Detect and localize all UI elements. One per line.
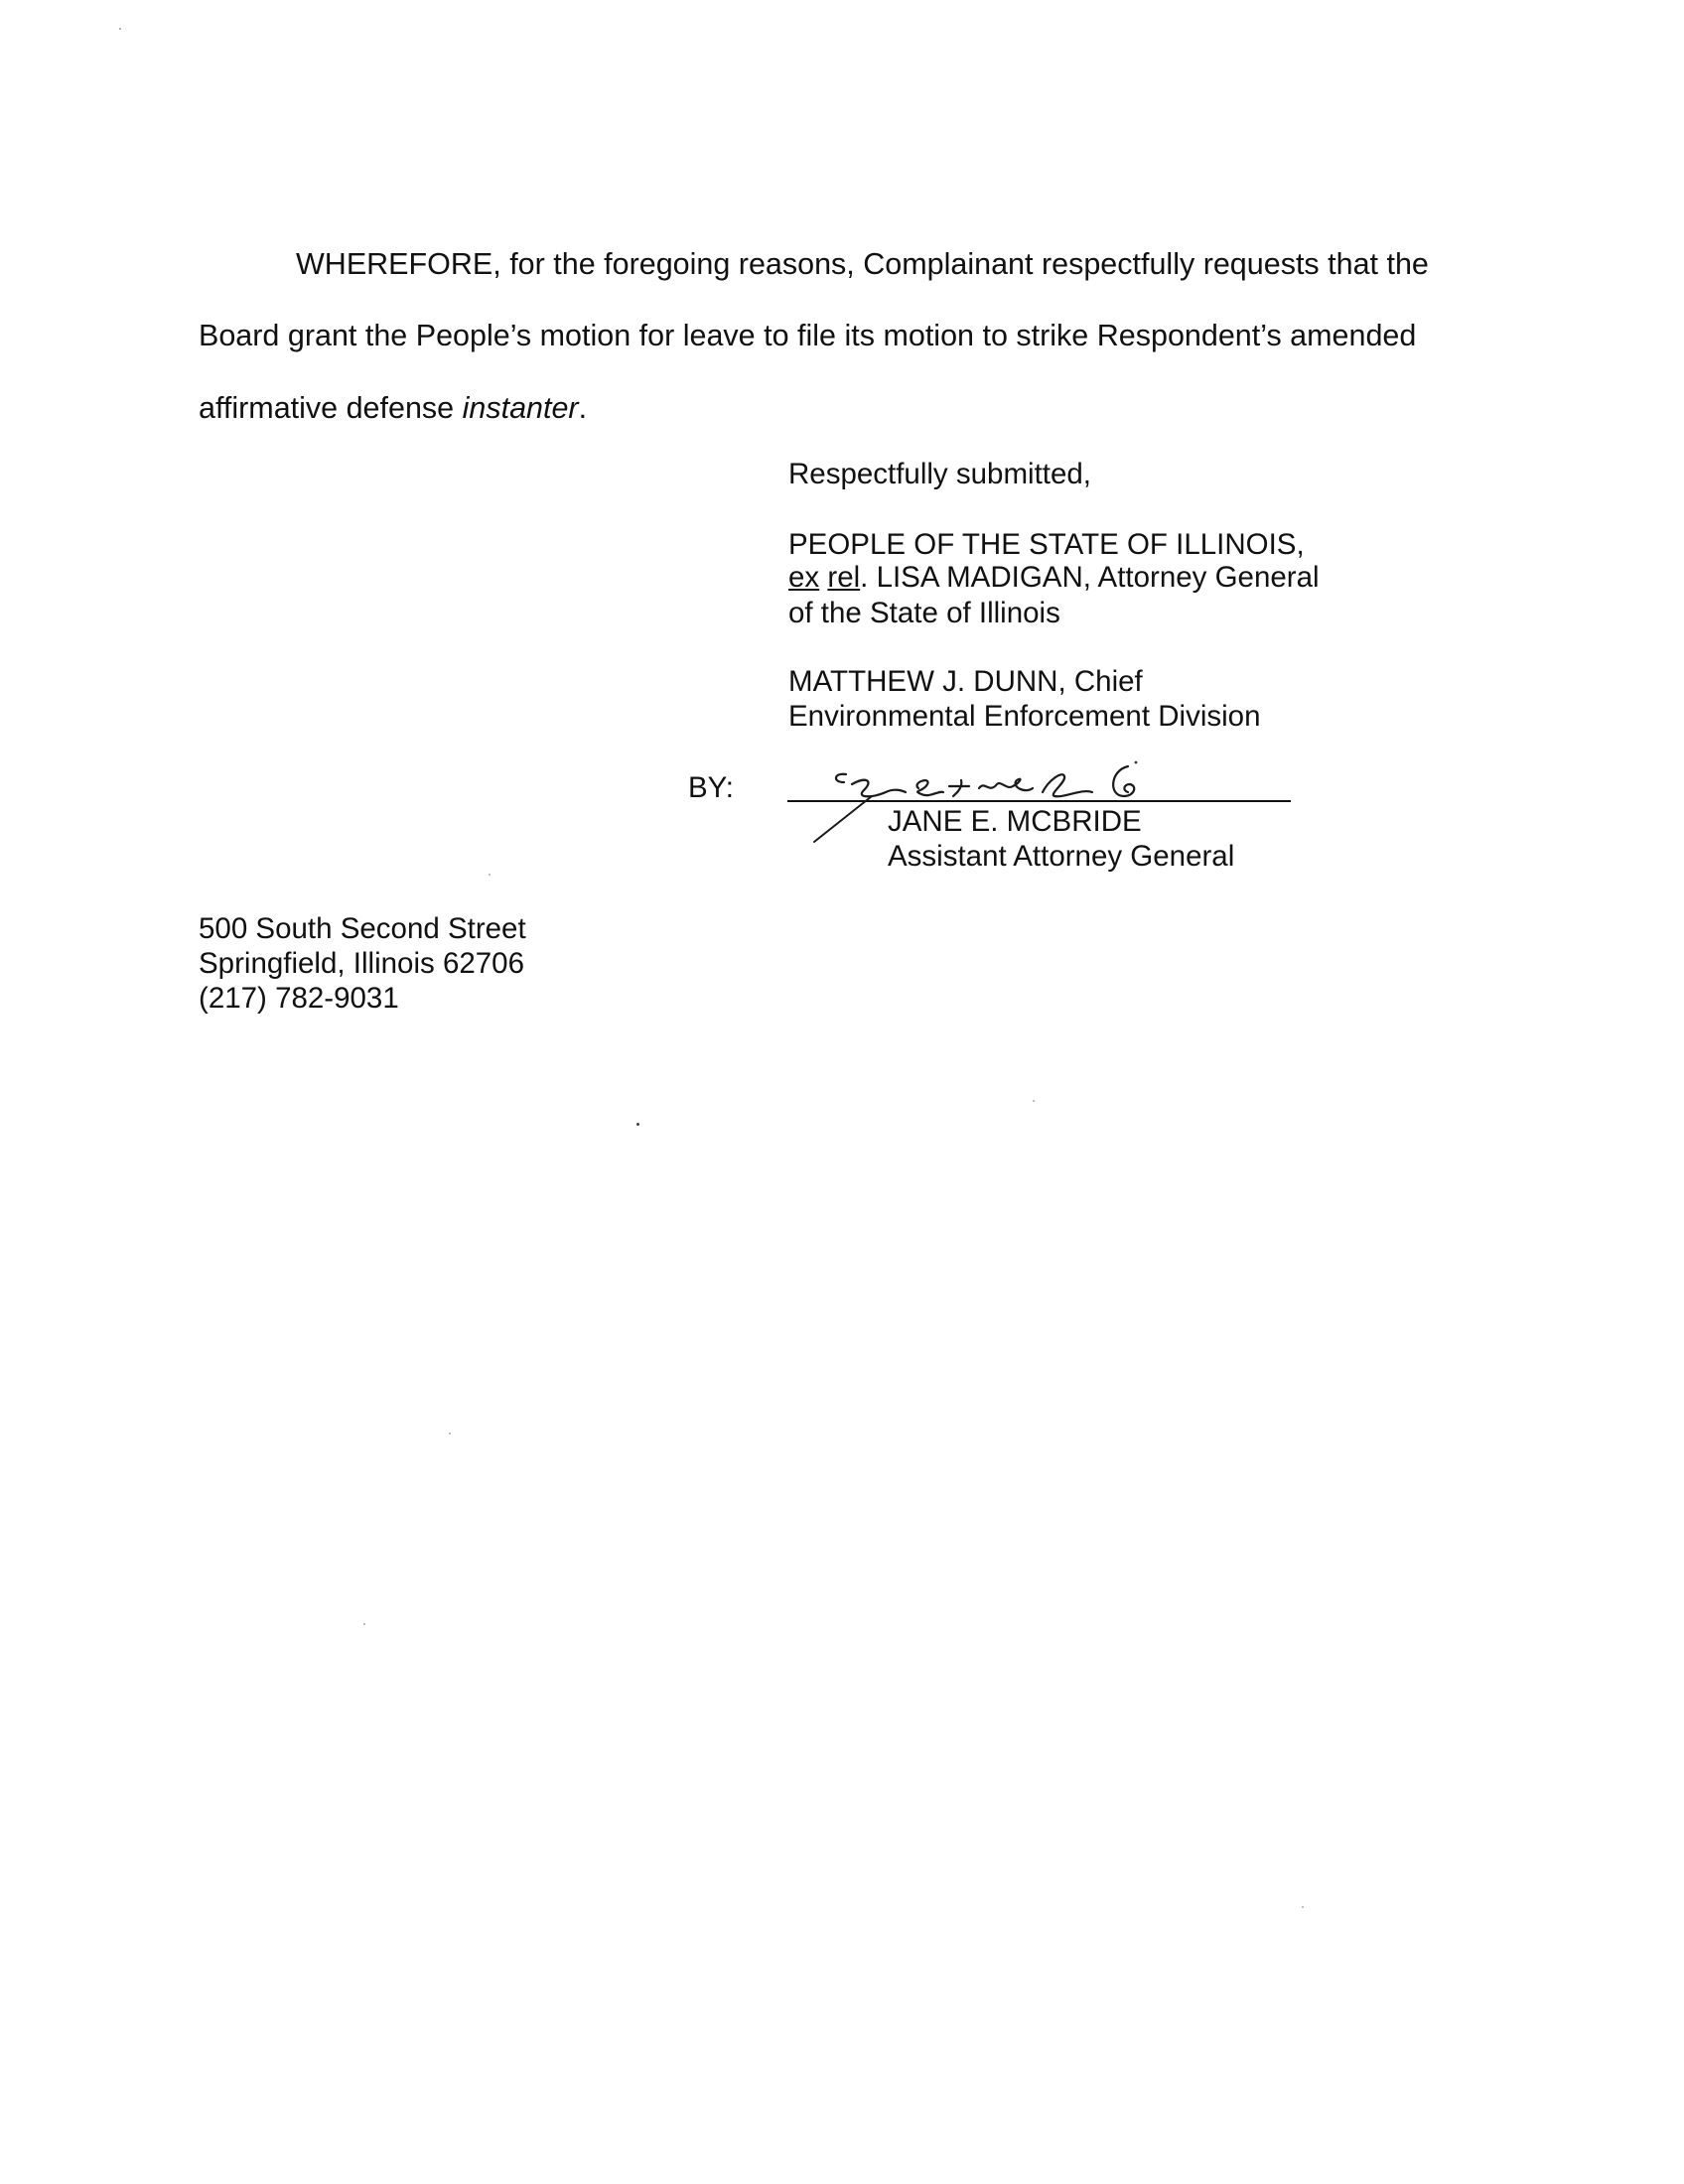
division-name: Environmental Enforcement Division (788, 700, 1261, 733)
body-line-1: WHEREFORE, for the foregoing reasons, Complainant respectfully requests that the (296, 247, 1429, 281)
scan-speck (119, 28, 121, 30)
scan-speck (1302, 1906, 1304, 1908)
scan-speck (489, 874, 491, 876)
by-label: BY: (688, 771, 734, 804)
scan-speck (363, 1623, 365, 1625)
address-street: 500 South Second Street (199, 912, 526, 945)
respectfully-submitted: Respectfully submitted, (788, 458, 1091, 490)
chief-name: MATTHEW J. DUNN, Chief (788, 665, 1143, 698)
scan-speck (636, 1123, 639, 1126)
people-of-state: PEOPLE OF THE STATE OF ILLINOIS, (788, 528, 1305, 561)
attorney-general-text: . LISA MADIGAN, Attorney General (860, 561, 1320, 594)
body-line-2: Board grant the People’s motion for leave to file its motion to strike Respondent’s amended (199, 319, 1417, 352)
ex-abbrev: ex (788, 561, 820, 594)
scan-speck (449, 1433, 451, 1434)
address-city: Springfield, Illinois 62706 (199, 947, 524, 980)
state-of-illinois: of the State of Illinois (788, 597, 1060, 629)
instanter-term: instanter (462, 391, 579, 425)
rel-abbrev: rel (827, 561, 861, 594)
address-phone: (217) 782-9031 (199, 982, 399, 1015)
body-line-3-prefix: affirmative defense (199, 391, 463, 425)
body-line-3 (199, 390, 587, 426)
scan-speck (1033, 1100, 1035, 1102)
ex-rel-line (788, 560, 1320, 596)
signer-title: Assistant Attorney General (888, 840, 1235, 873)
signer-name: JANE E. MCBRIDE (888, 805, 1142, 838)
body-line-3-suffix: . (578, 391, 588, 425)
